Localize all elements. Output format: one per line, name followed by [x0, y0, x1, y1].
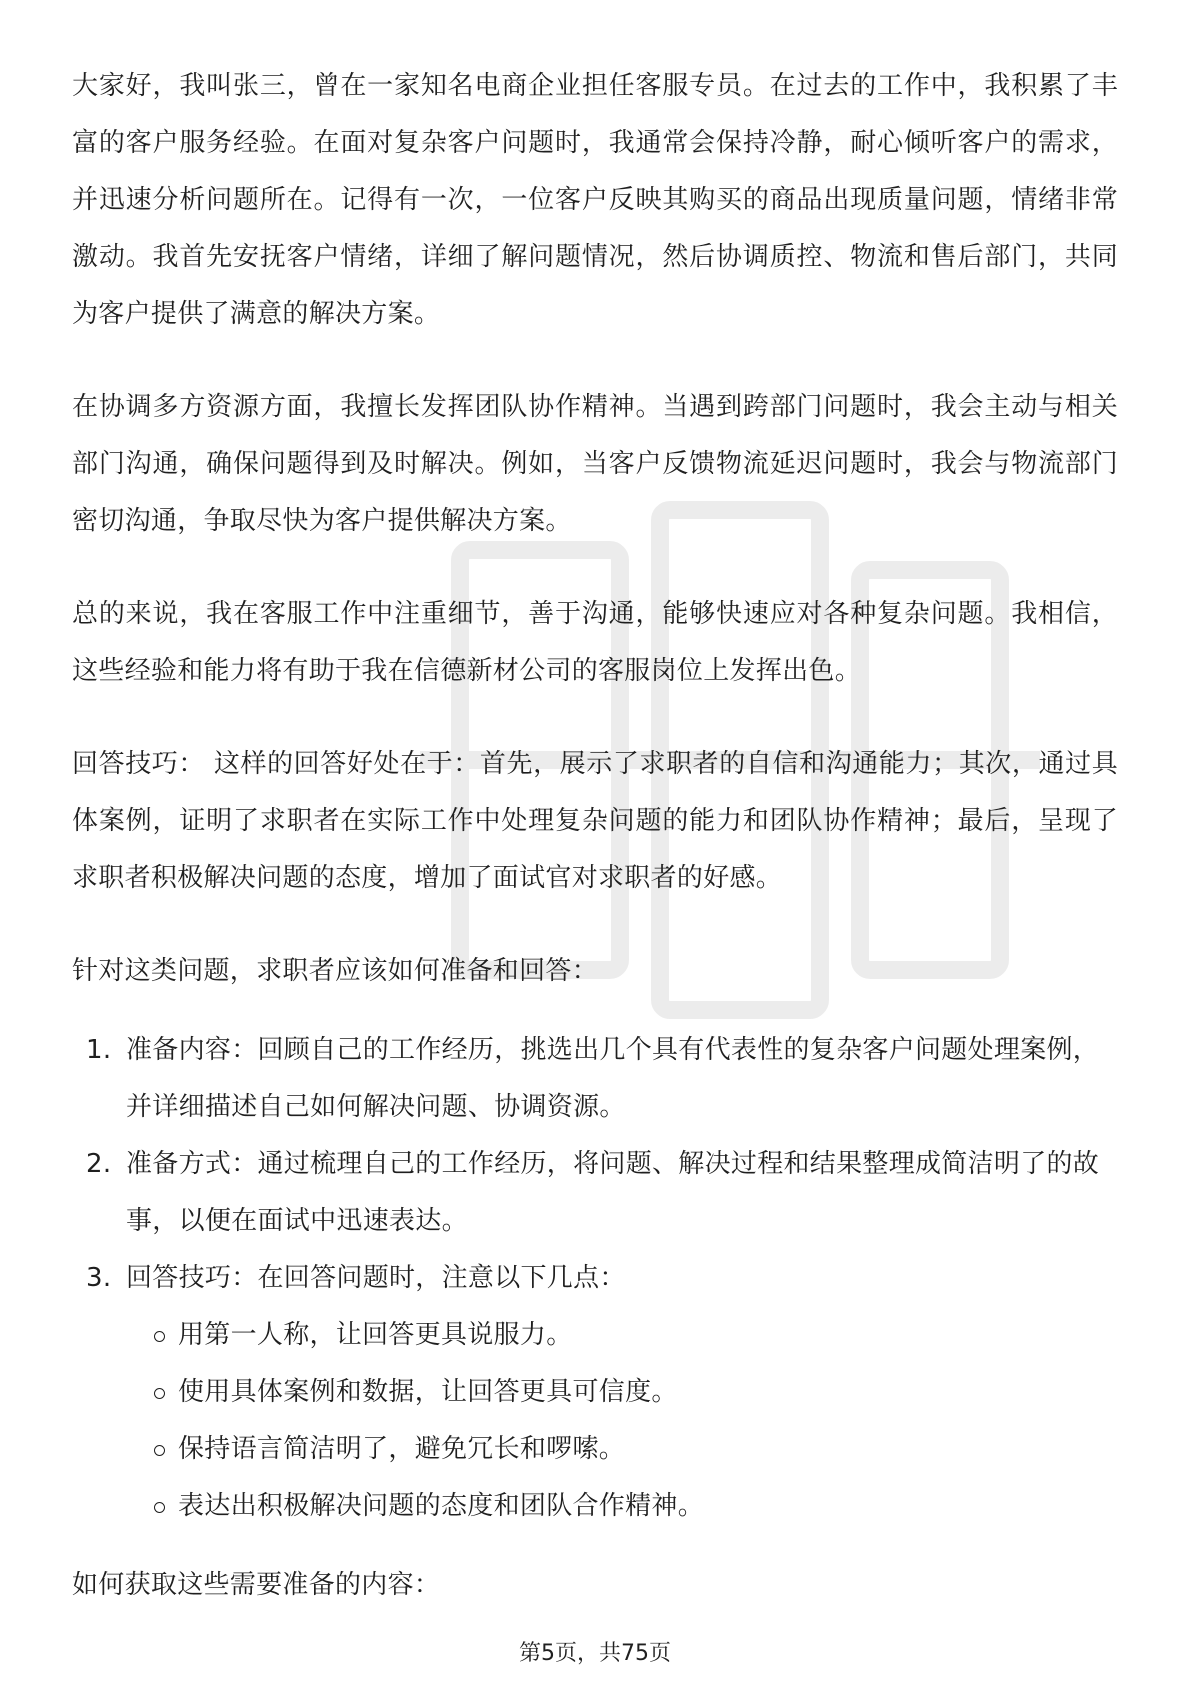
paragraph-answer-tips: 回答技巧： 这样的回答好处在于：首先，展示了求职者的自信和沟通能力；其次，通过具体案例，证明了求职者在实际工作中处理复杂问题的能力和团队协作精神；最后，呈现了求职者积极解决问题的态度，增加了面试官对求职者的好感。	[72, 749, 1118, 893]
paragraph-self-intro: 大家好，我叫张三，曾在一家知名电商企业担任客服专员。在过去的工作中，我积累了丰富的客户服务经验。在面对复杂客户问题时，我通常会保持冷静，耐心倾听客户的需求，并迅速分析问题所在。记得有一次，一位客户反映其购买的商品出现质量问题，情绪非常激动。我首先安抚客户情绪，详细了解问题情况，然后协调质控、物流和售后部门，共同为客户提供了满意的解决方案。	[72, 71, 1118, 329]
page-number-footer: 第5页，共75页	[519, 1641, 671, 1666]
page-content	[72, 58, 1118, 1650]
list-item-text: 准备内容：回顾自己的工作经历，挑选出几个具有代表性的复杂客户问题处理案例，并详细描述自己如何解决问题、协调资源。	[126, 1035, 1100, 1122]
sublist-item: 用第一人称，让回答更具说服力。	[126, 1307, 1118, 1364]
paragraph-intro-question: 针对这类问题，求职者应该如何准备和回答：	[72, 956, 599, 986]
list-number: 1.	[86, 1035, 112, 1065]
list-item	[72, 1136, 1118, 1250]
paragraph-closing: 如何获取这些需要准备的内容：	[72, 1570, 441, 1600]
sublist-item: 使用具体案例和数据，让回答更具可信度。	[126, 1364, 1118, 1421]
paragraph-teamwork: 在协调多方资源方面，我擅长发挥团队协作精神。当遇到跨部门问题时，我会主动与相关部门沟通，确保问题得到及时解决。例如，当客户反馈物流延迟问题时，我会与物流部门密切沟通，争取尽快为客户提供解决方案。	[72, 392, 1118, 536]
list-item-text: 回答技巧：在回答问题时，注意以下几点：	[126, 1263, 626, 1293]
tips-sublist	[126, 1307, 1118, 1535]
sublist-item: 表达出积极解决问题的态度和团队合作精神。	[126, 1478, 1118, 1535]
list-item-text: 准备方式：通过梳理自己的工作经历，将问题、解决过程和结果整理成简洁明了的故事，以便在面试中迅速表达。	[126, 1149, 1100, 1236]
steps-list	[72, 1022, 1118, 1535]
list-item	[72, 1022, 1118, 1136]
paragraph-summary: 总的来说，我在客服工作中注重细节，善于沟通，能够快速应对各种复杂问题。我相信，这些经验和能力将有助于我在信德新材公司的客服岗位上发挥出色。	[72, 599, 1118, 686]
list-number: 2.	[86, 1149, 112, 1179]
list-item	[72, 1250, 1118, 1535]
list-number: 3.	[86, 1263, 112, 1293]
sublist-item: 保持语言简洁明了，避免冗长和啰嗦。	[126, 1421, 1118, 1478]
